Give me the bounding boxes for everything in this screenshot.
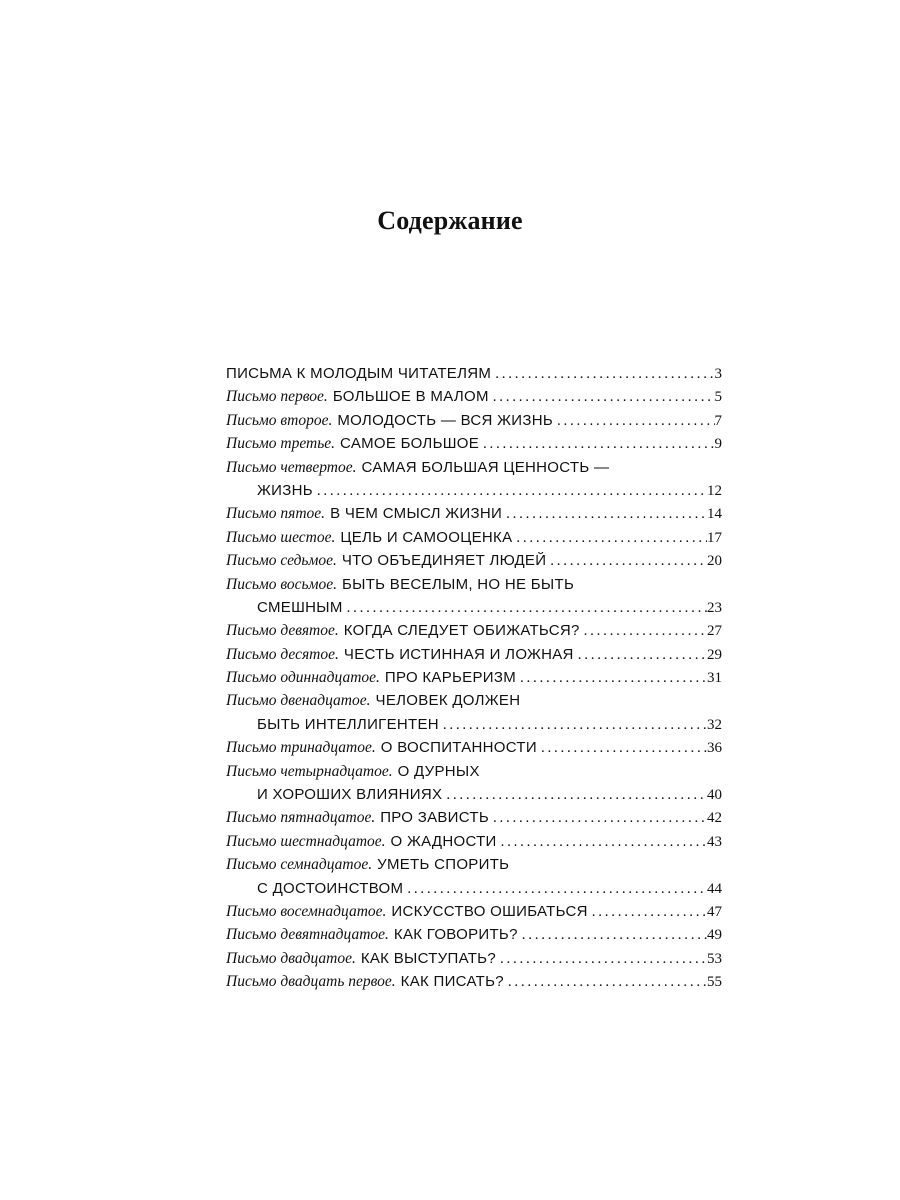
toc-entry-lead: Письмо третье. xyxy=(226,435,336,453)
toc-entry-lead: Письмо восьмое. xyxy=(226,575,337,593)
toc-entry-lead: Письмо семнадцатое. xyxy=(226,856,373,874)
toc-entry-title: О ДУРНЫХ xyxy=(397,762,480,780)
toc-entry-lead: Письмо шестое. xyxy=(226,528,336,546)
toc-entry xyxy=(226,505,722,528)
toc-entry-title: С ДОСТОИНСТВОМ xyxy=(257,879,404,897)
toc-page-number: 5 xyxy=(714,389,722,406)
toc-entry-title: ЧТО ОБЪЕДИНЯЕТ ЛЮДЕЙ xyxy=(341,552,547,570)
toc-entry-lead: Письмо седьмое. xyxy=(226,552,337,570)
dot-leader xyxy=(574,647,707,664)
toc-entry-lead: Письмо второе. xyxy=(226,411,333,429)
toc-line xyxy=(226,599,722,622)
dot-leader xyxy=(439,717,707,734)
toc-line xyxy=(226,833,722,856)
toc-page-number: 40 xyxy=(707,787,722,804)
toc-entry xyxy=(226,692,722,739)
toc-page-number: 42 xyxy=(707,810,722,827)
toc-entry xyxy=(226,412,722,435)
toc-entry xyxy=(226,973,722,996)
toc-page-number: 17 xyxy=(707,529,722,546)
toc-entry-lead: Письмо шестнадцатое. xyxy=(226,832,386,850)
toc-page-number: 3 xyxy=(714,366,722,382)
toc-entry-title: ПИСЬМА К МОЛОДЫМ ЧИТАТЕЛЯМ xyxy=(226,365,492,382)
dot-leader xyxy=(489,810,707,827)
dot-leader xyxy=(588,904,707,921)
toc-page-number: 55 xyxy=(707,974,722,991)
toc-page-number: 23 xyxy=(707,599,722,616)
dot-leader xyxy=(504,974,707,991)
toc-page-number: 47 xyxy=(707,903,722,920)
toc-entry xyxy=(226,809,722,832)
toc-line xyxy=(226,880,722,903)
toc-entry-lead: Письмо девятое. xyxy=(226,622,339,640)
toc-line xyxy=(226,856,722,879)
toc-entry xyxy=(226,950,722,973)
toc-entry-title: БЫТЬ ИНТЕЛЛИГЕНТЕН xyxy=(257,715,439,733)
toc-entry-title: ИСКУССТВО ОШИБАТЬСЯ xyxy=(391,902,588,920)
dot-leader xyxy=(553,413,714,430)
toc-entry xyxy=(226,435,722,458)
toc-line xyxy=(226,365,722,388)
toc-line xyxy=(226,482,722,505)
toc-entry-title: В ЧЕМ СМЫСЛ ЖИЗНИ xyxy=(330,505,503,523)
toc-entry-title: О ВОСПИТАННОСТИ xyxy=(380,739,537,757)
toc-entry xyxy=(226,529,722,552)
toc-page-number: 43 xyxy=(707,833,722,850)
toc-page-number: 9 xyxy=(714,436,722,453)
toc-entry xyxy=(226,552,722,575)
dot-leader xyxy=(516,670,707,687)
toc-line xyxy=(226,973,722,996)
toc-line xyxy=(226,763,722,786)
toc-page-number: 49 xyxy=(707,927,722,944)
toc-page-number: 7 xyxy=(714,412,722,429)
toc-entry-lead: Письмо двадцать первое. xyxy=(226,973,396,991)
toc-line xyxy=(226,716,722,739)
toc-line xyxy=(226,692,722,715)
toc-entry xyxy=(226,926,722,949)
toc-line xyxy=(226,950,722,973)
toc-page-number: 14 xyxy=(707,506,722,523)
dot-leader xyxy=(479,436,714,453)
toc-line xyxy=(226,786,722,809)
dot-leader xyxy=(489,389,715,406)
toc-line xyxy=(226,576,722,599)
toc-entry xyxy=(226,459,722,506)
toc-line xyxy=(226,388,722,411)
toc-entry-lead: Письмо тринадцатое. xyxy=(226,739,376,757)
toc-entry-title: САМОЕ БОЛЬШОЕ xyxy=(340,435,480,453)
toc-entry-title: И ХОРОШИХ ВЛИЯНИЯХ xyxy=(257,786,443,804)
dot-leader xyxy=(512,530,707,547)
dot-leader xyxy=(403,881,707,898)
dot-leader xyxy=(537,740,707,757)
toc-entry-title: ЖИЗНЬ xyxy=(257,481,313,499)
toc-entry xyxy=(226,903,722,926)
toc-entry-title: СМЕШНЫМ xyxy=(257,598,343,616)
toc-entry xyxy=(226,763,722,810)
toc-entry-title: БОЛЬШОЕ В МАЛОМ xyxy=(332,388,489,406)
toc-entry-lead: Письмо первое. xyxy=(226,388,328,406)
toc-line xyxy=(226,739,722,762)
toc-entry xyxy=(226,833,722,856)
toc-page-number: 53 xyxy=(707,950,722,967)
toc-entry-title: О ЖАДНОСТИ xyxy=(390,832,497,850)
toc-entry-title: КОГДА СЛЕДУЕТ ОБИЖАТЬСЯ? xyxy=(343,622,580,640)
toc-entry-title: ПРО ЗАВИСТЬ xyxy=(380,809,490,827)
toc-entry xyxy=(226,856,722,903)
page-title: Содержание xyxy=(377,206,523,235)
toc-line xyxy=(226,669,722,692)
dot-leader xyxy=(313,483,707,500)
toc-entry xyxy=(226,646,722,669)
toc-entry xyxy=(226,388,722,411)
dot-leader xyxy=(496,951,707,968)
toc-entry-lead: Письмо девятнадцатое. xyxy=(226,926,389,944)
toc-page-number: 31 xyxy=(707,670,722,687)
toc-entry-lead: Письмо пятое. xyxy=(226,505,326,523)
toc-line xyxy=(226,646,722,669)
toc-entry-title: ЧЕСТЬ ИСТИННАЯ И ЛОЖНАЯ xyxy=(343,645,574,663)
dot-leader xyxy=(497,834,707,851)
toc-page-number: 32 xyxy=(707,716,722,733)
toc-entry xyxy=(226,622,722,645)
toc-line xyxy=(226,529,722,552)
dot-leader xyxy=(442,787,707,804)
toc-line xyxy=(226,926,722,949)
toc-entry-lead: Письмо четырнадцатое. xyxy=(226,762,393,780)
toc-line xyxy=(226,622,722,645)
toc-entry-title: МОЛОДОСТЬ — ВСЯ ЖИЗНЬ xyxy=(337,411,554,429)
toc-entry-lead: Письмо одиннадцатое. xyxy=(226,669,380,687)
toc-entry xyxy=(226,576,722,623)
toc-line xyxy=(226,459,722,482)
toc-entry xyxy=(226,365,722,388)
dot-leader xyxy=(343,600,707,617)
table-of-contents xyxy=(226,365,722,997)
toc-page-number: 20 xyxy=(707,553,722,570)
toc-entry-title: ЦЕЛЬ И САМООЦЕНКА xyxy=(340,528,513,546)
toc-line xyxy=(226,505,722,528)
toc-line xyxy=(226,809,722,832)
toc-entry-title: КАК ВЫСТУПАТЬ? xyxy=(360,949,496,967)
toc-entry-title: БЫТЬ ВЕСЕЛЫМ, НО НЕ БЫТЬ xyxy=(342,575,575,593)
toc-page-number: 29 xyxy=(707,646,722,663)
toc-page-number: 12 xyxy=(707,482,722,499)
toc-line xyxy=(226,552,722,575)
toc-entry-lead: Письмо восемнадцатое. xyxy=(226,902,387,920)
toc-entry-title: КАК ГОВОРИТЬ? xyxy=(393,926,518,944)
toc-line xyxy=(226,435,722,458)
dot-leader xyxy=(491,366,714,383)
toc-entry-lead: Письмо четвертое. xyxy=(226,458,357,476)
dot-leader xyxy=(546,553,707,570)
toc-line xyxy=(226,903,722,926)
dot-leader xyxy=(502,506,707,523)
toc-entry-title: САМАЯ БОЛЬШАЯ ЦЕННОСТЬ — xyxy=(361,458,610,476)
toc-entry-lead: Письмо двадцатое. xyxy=(226,949,356,967)
toc-entry-lead: Письмо десятое. xyxy=(226,645,339,663)
toc-page-number: 27 xyxy=(707,623,722,640)
toc-entry xyxy=(226,669,722,692)
toc-line xyxy=(226,412,722,435)
toc-entry xyxy=(226,739,722,762)
toc-page-number: 36 xyxy=(707,740,722,757)
toc-page-number: 44 xyxy=(707,880,722,897)
dot-leader xyxy=(580,623,707,640)
toc-entry-lead: Письмо пятнадцатое. xyxy=(226,809,376,827)
toc-entry-title: УМЕТЬ СПОРИТЬ xyxy=(377,856,510,874)
toc-entry-title: ПРО КАРЬЕРИЗМ xyxy=(384,669,517,687)
dot-leader xyxy=(518,927,707,944)
toc-entry-lead: Письмо двенадцатое. xyxy=(226,692,371,710)
toc-entry-title: КАК ПИСАТЬ? xyxy=(400,973,504,991)
toc-entry-title: ЧЕЛОВЕК ДОЛЖЕН xyxy=(375,692,521,710)
